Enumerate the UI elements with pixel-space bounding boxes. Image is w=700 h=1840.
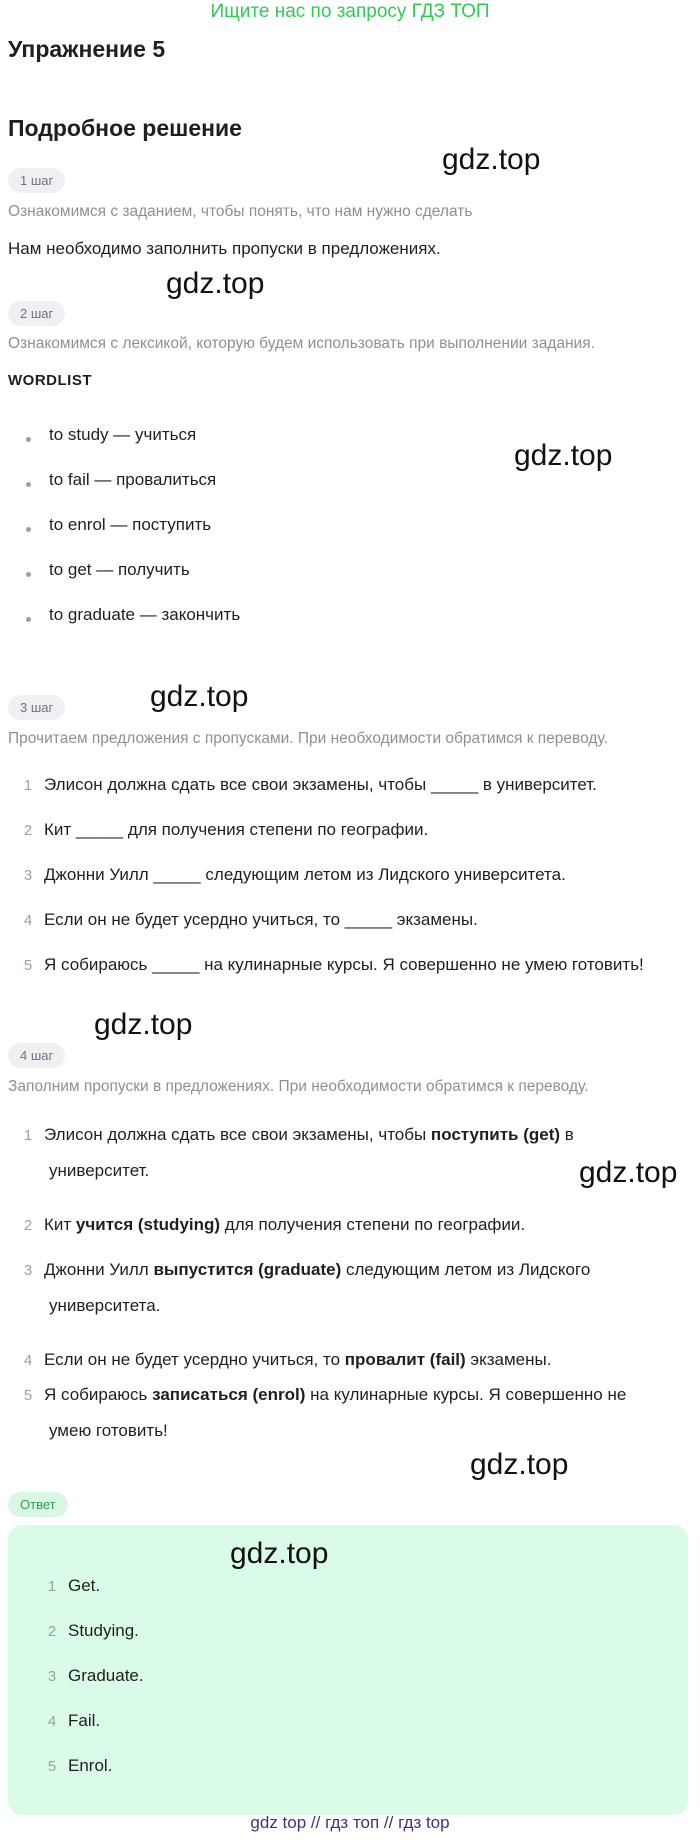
wordlist-heading: WORDLIST (8, 372, 92, 389)
gapped-sentence: Если он не будет усердно учиться, то _____ экзамены. (44, 910, 478, 929)
answer-item: Fail. (68, 1711, 101, 1730)
watermark: gdz.top (514, 439, 613, 472)
step-3-hint: Прочитаем предложения с пропусками. При необходимости обратимся к переводу. (8, 730, 608, 747)
list-number: 4 (23, 912, 33, 929)
bullet-dot (26, 437, 31, 442)
filled-sentence: Элисон должна сдать все свои экзамены, чтобы поступить (get) в (44, 1125, 574, 1144)
filled-sentence: Если он не будет усердно учиться, то провалит (fail) экзамены. (44, 1350, 552, 1369)
step-3-badge: 3 шаг (8, 695, 65, 720)
gapped-sentence: Я собираюсь _____ на кулинарные курсы. Я совершенно не умею готовить! (44, 955, 644, 974)
filled-sentence: Я собираюсь записаться (enrol) на кулинарные курсы. Я совершенно не (44, 1385, 627, 1404)
answer-number: 3 (47, 1668, 57, 1685)
bullet-dot (26, 527, 31, 532)
exercise-title: Упражнение 5 (8, 36, 166, 62)
bullet-dot (26, 572, 31, 577)
solution-title: Подробное решение (8, 115, 242, 141)
answer-number: 5 (47, 1758, 57, 1775)
wordlist-item: to fail — провалиться (49, 470, 217, 489)
watermark: gdz.top (166, 267, 265, 300)
list-number: 4 (23, 1352, 33, 1369)
list-number: 3 (23, 867, 33, 884)
footer-links[interactable]: gdz top // гдз топ // гдз top (250, 1813, 450, 1832)
wordlist-item: to get — получить (49, 560, 190, 579)
answer-number: 2 (47, 1623, 57, 1640)
step-1-hint: Ознакомимся с заданием, чтобы понять, что нам нужно сделать (8, 203, 473, 220)
watermark: gdz.top (579, 1156, 678, 1189)
answer-item: Graduate. (68, 1666, 144, 1685)
filled-sentence: Кит учится (studying) для получения степени по географии. (44, 1215, 526, 1234)
bullet-dot (26, 482, 31, 487)
answer-number: 1 (47, 1578, 57, 1595)
step-2-hint: Ознакомимся с лексикой, которую будем использовать при выполнении задания. (8, 335, 595, 352)
watermark: gdz.top (230, 1537, 329, 1570)
step-4-badge: 4 шаг (8, 1043, 65, 1068)
filled-sentence-continuation: университет. (49, 1161, 150, 1180)
gapped-sentence: Джонни Уилл _____ следующим летом из Лидского университета. (44, 865, 566, 884)
gapped-sentence: Элисон должна сдать все свои экзамены, чтобы _____ в университет. (44, 775, 597, 794)
list-number: 5 (23, 957, 33, 974)
list-number: 1 (23, 1127, 33, 1144)
gapped-sentence: Кит _____ для получения степени по географии. (44, 820, 429, 839)
answer-item: Studying. (68, 1621, 139, 1640)
wordlist-item: to study — учиться (49, 425, 197, 444)
step-2-badge: 2 шаг (8, 301, 65, 326)
answer-item: Get. (68, 1576, 101, 1595)
wordlist-item: to graduate — закончить (49, 605, 241, 624)
search-banner: Ищите нас по запросу ГДЗ ТОП (210, 1, 490, 22)
watermark: gdz.top (94, 1008, 193, 1041)
answer-badge: Ответ (8, 1492, 68, 1517)
filled-sentence: Джонни Уилл выпустится (graduate) следующим летом из Лидского (44, 1260, 591, 1279)
watermark: gdz.top (150, 680, 249, 713)
bullet-dot (26, 617, 31, 622)
list-number: 2 (23, 822, 33, 839)
wordlist-item: to enrol — поступить (49, 515, 212, 534)
list-number: 3 (23, 1262, 33, 1279)
list-number: 2 (23, 1217, 33, 1234)
answer-number: 4 (47, 1713, 57, 1730)
step-4-hint: Заполним пропуски в предложениях. При необходимости обратимся к переводу. (8, 1078, 589, 1095)
watermark: gdz.top (442, 143, 541, 176)
watermark: gdz.top (470, 1448, 569, 1481)
answer-item: Enrol. (68, 1756, 113, 1775)
filled-sentence-continuation: университета. (49, 1296, 161, 1315)
filled-sentence-continuation: умею готовить! (49, 1421, 168, 1440)
list-number: 5 (23, 1387, 33, 1404)
step-1-text: Нам необходимо заполнить пропуски в предложениях. (8, 239, 441, 258)
step-1-badge: 1 шаг (8, 168, 65, 193)
list-number: 1 (23, 777, 33, 794)
